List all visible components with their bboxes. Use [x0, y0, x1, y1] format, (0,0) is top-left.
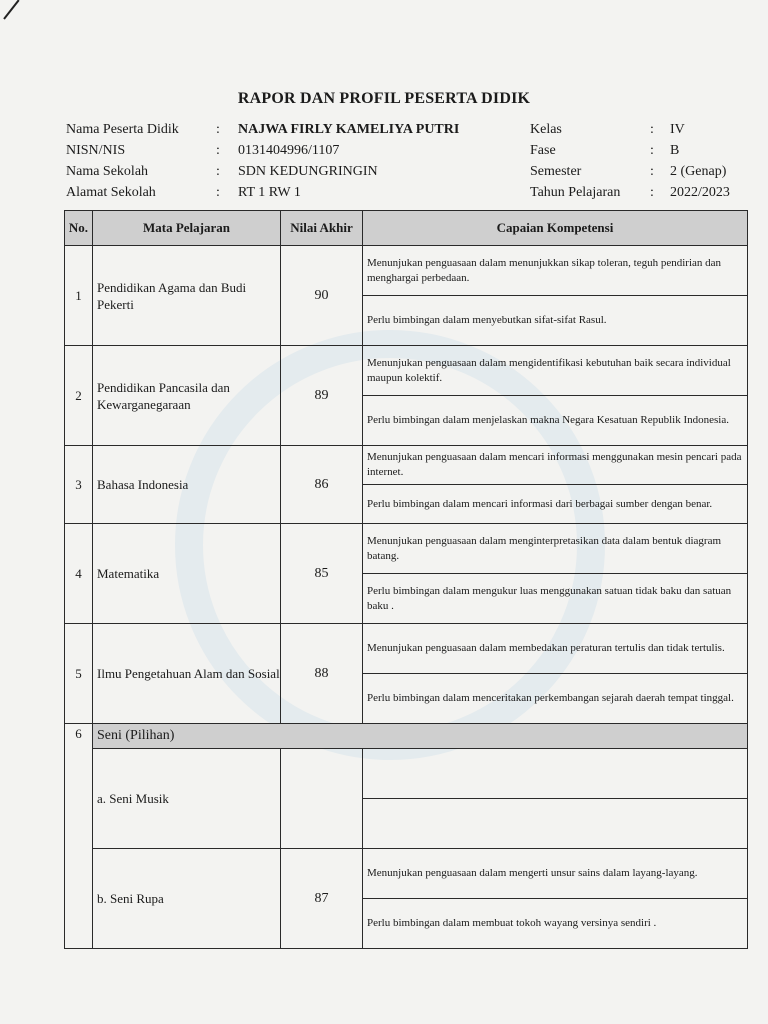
row-number: 6 — [65, 724, 93, 949]
identity-row-student-name — [66, 119, 459, 140]
row-number: 5 — [65, 624, 93, 724]
table-row — [65, 849, 748, 899]
header-subject: Mata Pelajaran — [93, 211, 281, 246]
label-phase: Fase — [530, 143, 556, 158]
value-student-name: NAJWA FIRLY KAMELIYA PUTRI — [238, 122, 460, 137]
label-class: Kelas — [530, 122, 562, 137]
table-header-row — [65, 211, 748, 246]
subject-name: Bahasa Indonesia — [93, 446, 281, 524]
header-score: Nilai Akhir — [281, 211, 363, 246]
scan-pen-mark — [3, 0, 19, 20]
competency-guidance: Perlu bimbingan dalam mencari informasi dari berbagai sumber dengan benar. — [363, 485, 748, 524]
table-row — [65, 446, 748, 485]
table-row — [65, 346, 748, 396]
header-no: No. — [65, 211, 93, 246]
competency-mastery: Menunjukan penguasaan dalam membedakan peraturan tertulis dan tidak tertulis. — [363, 624, 748, 674]
label-school-name: Nama Sekolah — [66, 164, 149, 179]
label-semester: Semester — [530, 164, 582, 179]
label-student-name: Nama Peserta Didik — [66, 122, 179, 137]
competency-mastery: Menunjukan penguasaan dalam menunjukkan sikap toleran, teguh pendirian dan menghargai perbedaan. — [363, 246, 748, 296]
competency-guidance: Perlu bimbingan dalam membuat tokoh wayang versinya sendiri . — [363, 899, 748, 949]
label-nisn: NISN/NIS — [66, 143, 126, 158]
value-school-year: 2022/2023 — [670, 185, 730, 200]
section-header-row — [65, 724, 748, 749]
identity-left — [66, 119, 459, 203]
competency-guidance: Perlu bimbingan dalam menceritakan perkembangan sejarah daerah tempat tinggal. — [363, 674, 748, 724]
competency-mastery — [363, 749, 748, 799]
competency-guidance: Perlu bimbingan dalam mengukur luas menggunakan satuan tidak baku dan satuan baku . — [363, 574, 748, 624]
identity-row-school-name — [66, 161, 459, 182]
competency-mastery: Menunjukan penguasaan dalam mencari informasi menggunakan mesin pencari pada internet. — [363, 446, 748, 485]
competency-mastery: Menunjukan penguasaan dalam mengerti unsur sains dalam layang-layang. — [363, 849, 748, 899]
table-row — [65, 524, 748, 574]
value-nisn: 0131404996/1107 — [238, 143, 340, 158]
identity-row-semester — [530, 161, 730, 182]
final-score: 90 — [281, 246, 363, 346]
row-number: 1 — [65, 246, 93, 346]
competency-mastery: Menunjukan penguasaan dalam mengidentifikasi kebutuhan baik secara individual maupun kolektif. — [363, 346, 748, 396]
identity-row-school-year — [530, 182, 730, 203]
identity-row-nisn — [66, 140, 459, 161]
subject-name: Pendidikan Pancasila dan Kewarganegaraan — [93, 346, 281, 446]
identity-row-phase — [530, 140, 730, 161]
colon: : — [216, 164, 220, 179]
header-competency: Capaian Kompetensi — [363, 211, 748, 246]
competency-mastery: Menunjukan penguasaan dalam menginterpretasikan data dalam bentuk diagram batang. — [363, 524, 748, 574]
row-number: 4 — [65, 524, 93, 624]
competency-guidance: Perlu bimbingan dalam menyebutkan sifat-sifat Rasul. — [363, 296, 748, 346]
final-score: 87 — [281, 849, 363, 949]
value-school-address: RT 1 RW 1 — [238, 185, 301, 200]
final-score: 86 — [281, 446, 363, 524]
label-school-address: Alamat Sekolah — [66, 185, 156, 200]
final-score: 85 — [281, 524, 363, 624]
final-score: 88 — [281, 624, 363, 724]
document-title: RAPOR DAN PROFIL PESERTA DIDIK — [237, 90, 531, 107]
section-title: Seni (Pilihan) — [93, 724, 748, 749]
colon: : — [650, 164, 654, 179]
value-class: IV — [670, 122, 685, 137]
table-row — [65, 624, 748, 674]
subject-name: a. Seni Musik — [93, 749, 281, 849]
row-number: 3 — [65, 446, 93, 524]
colon: : — [650, 122, 654, 137]
grades-table — [64, 210, 748, 949]
subject-name: Pendidikan Agama dan Budi Pekerti — [93, 246, 281, 346]
subject-name: Matematika — [93, 524, 281, 624]
competency-guidance — [363, 799, 748, 849]
colon: : — [650, 143, 654, 158]
value-school-name: SDN KEDUNGRINGIN — [238, 164, 378, 179]
subject-name: b. Seni Rupa — [93, 849, 281, 949]
final-score: 89 — [281, 346, 363, 446]
subject-name: Ilmu Pengetahuan Alam dan Sosial — [93, 624, 281, 724]
table-row — [65, 246, 748, 296]
competency-guidance: Perlu bimbingan dalam menjelaskan makna Negara Kesatuan Republik Indonesia. — [363, 396, 748, 446]
identity-right — [530, 119, 730, 203]
value-phase: B — [670, 143, 680, 158]
colon: : — [650, 185, 654, 200]
colon: : — [216, 185, 220, 200]
final-score — [281, 749, 363, 849]
row-number: 2 — [65, 346, 93, 446]
identity-row-class — [530, 119, 730, 140]
table-row — [65, 749, 748, 799]
label-school-year: Tahun Pelajaran — [530, 185, 621, 200]
colon: : — [216, 122, 220, 137]
value-semester: 2 (Genap) — [670, 164, 727, 179]
colon: : — [216, 143, 220, 158]
identity-row-school-address — [66, 182, 459, 203]
